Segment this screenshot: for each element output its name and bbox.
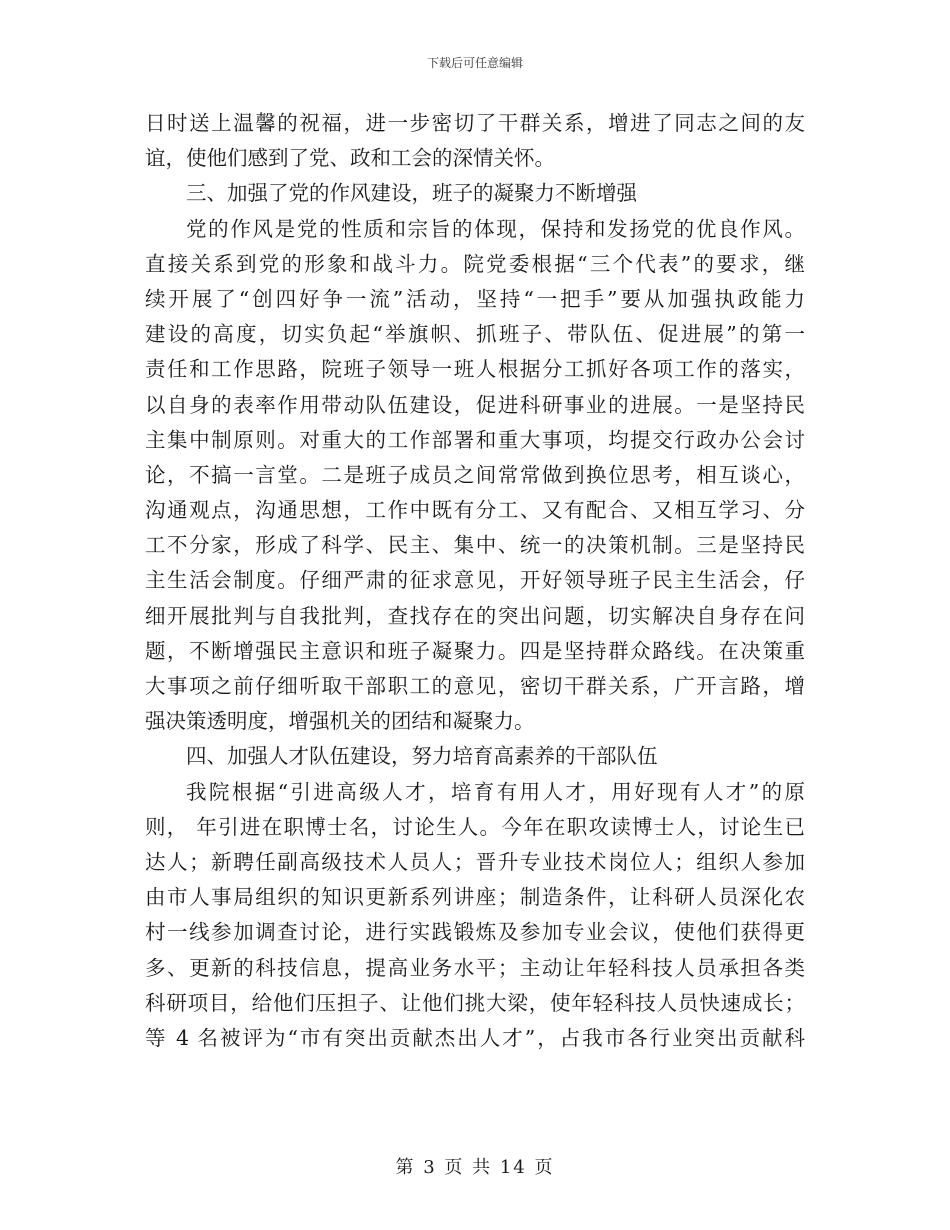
page-header: 下载后可任意编辑 bbox=[426, 56, 523, 70]
text-line: 细开展批判与自我批判，查找存在的突出问题，切实解决自身存在问 bbox=[145, 603, 805, 628]
text-line: 等 4 名被评为“市有突出贡献杰出人才”，占我市各行业突出贡献科 bbox=[145, 1025, 805, 1050]
text-line: 题，不断增强民主意识和班子凝聚力。四是坚持群众路线。在决策重 bbox=[145, 638, 805, 663]
text-line: 强决策透明度，增强机关的团结和凝聚力。 bbox=[145, 709, 535, 734]
text-line: 党的作风是党的性质和宗旨的体现，保持和发扬党的优良作风。 bbox=[186, 216, 805, 241]
page-footer: 第 3 页 共 14 页 bbox=[395, 1157, 555, 1178]
text-line: 直接关系到党的形象和战斗力。院党委根据“三个代表”的要求，继 bbox=[145, 251, 805, 276]
text-line: 则， 年引进在职博士名，讨论生人。今年在职攻读博士人，讨论生已 bbox=[145, 814, 805, 839]
text-line: 大事项之前仔细听取干部职工的意见，密切干群关系，广开言路，增 bbox=[145, 674, 805, 698]
text-line: 论，不搞一言堂。二是班子成员之间常常做到换位思考，相互谈心， bbox=[145, 462, 805, 487]
text-line: 续开展了“创四好争一流”活动，坚持“一把手”要从加强执政能力 bbox=[145, 286, 805, 311]
text-line: 主生活会制度。仔细严肃的征求意见，开好领导班子民主生活会，仔 bbox=[145, 568, 805, 593]
text-line: 由市人事局组织的知识更新系列讲座；制造条件，让科研人员深化农 bbox=[145, 885, 805, 910]
text-line: 村一线参加调查讨论，进行实践锻炼及参加专业会议，使他们获得更 bbox=[145, 920, 805, 945]
text-line: 日时送上温馨的祝福，进一步密切了干群关系，增进了同志之间的友 bbox=[145, 111, 805, 135]
section-heading: 四、加强人才队伍建设，努力培育高素养的干部队伍 bbox=[186, 744, 658, 769]
text-line: 达人；新聘任副高级技术人员人；晋升专业技术岗位人；组织人参加 bbox=[145, 849, 805, 874]
text-line: 以自身的表率作用带动队伍建设，促进科研事业的进展。一是坚持民 bbox=[145, 392, 805, 417]
section-heading: 三、加强了党的作风建设，班子的凝聚力不断增强 bbox=[186, 181, 637, 206]
text-line: 责任和工作思路，院班子领导一班人根据分工抓好各项工作的落实， bbox=[145, 357, 805, 382]
text-line: 谊，使他们感到了党、政和工会的深情关怀。 bbox=[145, 146, 555, 171]
text-line: 工不分家，形成了科学、民主、集中、统一的决策机制。三是坚持民 bbox=[145, 533, 805, 558]
text-line: 科研项目，给他们压担子、让他们挑大梁，使年轻科技人员快速成长； bbox=[145, 990, 805, 1015]
text-line: 建设的高度，切实负起“举旗帜、抓班子、带队伍、促进展”的第一 bbox=[145, 322, 805, 347]
document-body bbox=[145, 106, 805, 1056]
text-line: 主集中制原则。对重大的工作部署和重大事项，均提交行政办公会讨 bbox=[145, 427, 805, 452]
text-line: 多、更新的科技信息，提高业务水平；主动让年轻科技人员承担各类 bbox=[145, 955, 805, 980]
text-line: 沟通观点，沟通思想，工作中既有分工、又有配合、又相互学习、分 bbox=[145, 498, 805, 523]
text-line: 我院根据“引进高级人才，培育有用人才，用好现有人才”的原 bbox=[186, 779, 805, 804]
